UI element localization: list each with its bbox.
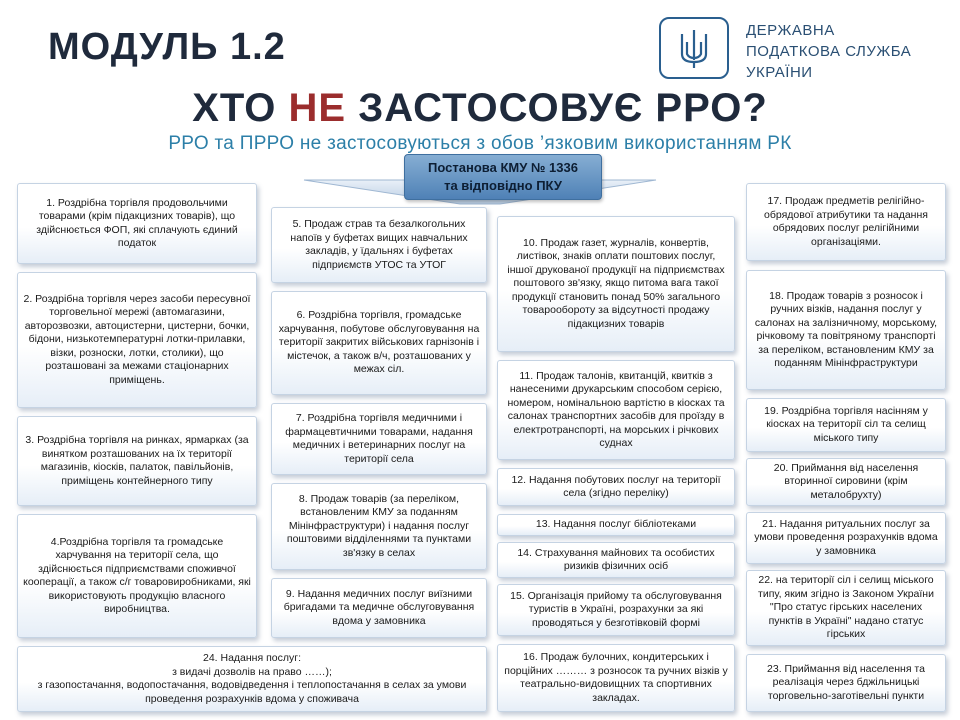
item-17 xyxy=(746,183,946,261)
item-5-text: 5. Продаж страв та безалкогольних напоїв у буфетах вищих навчальних закладів, у їдальнях і буфетах підприємств УТОС та УТОГ xyxy=(290,218,468,271)
item-19-text: 19. Роздрібна торгівля насінням у кіосках на території сіл та селищ міського типу xyxy=(764,404,928,444)
item-7 xyxy=(271,403,487,475)
module-title: МОДУЛЬ 1.2 xyxy=(48,26,286,68)
item-1 xyxy=(17,183,257,264)
subtitle: РРО та ПРРО не застосовуються з обов ’язковим використанням РК xyxy=(168,133,792,154)
item-6-text: 6. Роздрібна торгівля, громадське харчування, побутове обслуговування на території закритих військових гарнізонів і містечок, а також в/ч, розташованих у межах сіл. xyxy=(278,309,480,376)
item-4-text: 4.Роздрібна торгівля та громадське харчування на території села, що здійснюється підприємствами споживчої кооперації, а також с/г товаровиробниками, які використовують продукцію власного виробництва. xyxy=(23,535,251,615)
item-24-line2: з видачі дозволів на право ……); xyxy=(172,665,332,678)
item-12 xyxy=(497,468,735,506)
agency-logo xyxy=(659,17,729,79)
item-24-line3: з газопостачання, водопостачання, водовідведення і теплопостачання в селах за умови проведення розрахунків вдома у споживача xyxy=(37,679,467,705)
item-24-line1: 24. Надання послуг: xyxy=(202,652,301,664)
agency-name-line2: ПОДАТКОВА СЛУЖБА xyxy=(746,43,912,60)
item-22-text: 22. на території сіл і селищ міського типу, яким згідно із Законом України "Про статус гірських населених пунктів в Україні" надано статус гірських xyxy=(758,574,934,641)
item-7-text: 7. Роздрібна торгівля медичними і фармацевтичними товарами, надання медичних і ветеринарних послуг на території села xyxy=(285,412,473,465)
item-16-text: 16. Продаж булочних, кондитерських і порційних ……… з розносок та ручних візків у театрально-видовищних та спортивних закладах. xyxy=(504,651,728,704)
item-9-text: 9. Надання медичних послуг виїзними бригадами та медичне обслуговування вдома у замовника xyxy=(283,587,475,627)
item-11 xyxy=(497,360,735,460)
item-13-text: 13. Надання послуг бібліотеками xyxy=(535,518,697,531)
item-21 xyxy=(746,512,946,564)
item-12-text: 12. Надання побутових послуг на території села (згідно переліку) xyxy=(511,473,721,499)
item-18-text: 18. Продаж товарів з розносок і ручних візків, надання послуг у салонах на залізничному, морському, річковому та повітряному транспорті за переліком, встановленим КМУ за поданням Мінінфраструктури xyxy=(754,289,938,369)
decree-label xyxy=(404,154,602,200)
item-1-text: 1. Роздрібна торгівля продовольчими товарами (крім підакцизних товарів), що здійснюється ФОП, які сплачують єдиний податок xyxy=(36,196,238,249)
item-23 xyxy=(746,654,946,712)
item-11-text: 11. Продаж талонів, квитанцій, квитків з нанесеними друкарським способом серією, номером, номінальною вартістю в кіосках та салонах транспортних засобів для проїзду в електротранспорті, на морських і річкових суднах xyxy=(507,369,725,449)
item-3 xyxy=(17,416,257,506)
main-heading xyxy=(0,86,960,131)
item-5 xyxy=(271,207,487,283)
item-20 xyxy=(746,458,946,506)
item-18 xyxy=(746,270,946,390)
heading-part1: ХТО xyxy=(192,86,289,130)
item-10-text: 10. Продаж газет, журналів, конвертів, листівок, знаків оплати поштових послуг, іншої друкованої продукції на підприємствах поштового зв'язку, якщо питома вага такої продукції становить понад 50% загального товарообороту за відсутності продажу підакцизних товарів xyxy=(507,236,725,330)
item-14-text: 14. Страхування майнових та особистих ризиків фізичних осіб xyxy=(517,546,715,572)
agency-name-line3: УКРАЇНИ xyxy=(746,64,813,81)
item-20-text: 20. Приймання від населення вторинної сировини (крім металобрухту) xyxy=(773,461,919,501)
item-21-text: 21. Надання ритуальних послуг за умови проведення розрахунків вдома у замовника xyxy=(754,517,938,557)
item-2-text: 2. Роздрібна торгівля через засоби пересувної торговельної мережі (автомагазини, авторозвозки, автоцистерни, цистерни, бочки, бідони, низькотемпературні лотки-прилавки, візки, рознoски, лотки, столики), що розташовані за межами стаціонарних приміщень. xyxy=(23,292,251,386)
item-3-text: 3. Роздрібна торгівля на ринках, ярмарках (за винятком розташованих на їх території магазинів, кіосків, палаток, павільйонів, приміщень контейнерного типу xyxy=(25,434,249,487)
item-16 xyxy=(497,644,735,712)
heading-part2: ЗАСТОСОВУЄ РРО? xyxy=(346,86,768,130)
item-15 xyxy=(497,584,735,636)
agency-name-line1: ДЕРЖАВНА xyxy=(746,22,835,39)
item-22 xyxy=(746,570,946,646)
item-9 xyxy=(271,578,487,638)
decree-line1: Постанова КМУ № 1336 xyxy=(428,160,578,175)
item-8 xyxy=(271,483,487,570)
trident-icon xyxy=(677,26,711,70)
item-17-text: 17. Продаж предметів релігійно-обрядової атрибутики та надання обрядових послуг релігійними організаціями. xyxy=(764,195,928,248)
item-14 xyxy=(497,542,735,578)
heading-accent: НЕ xyxy=(288,86,347,130)
item-23-text: 23. Приймання від населення та реалізація через бджільницькі торговельно-заготівельні пункти xyxy=(767,662,925,702)
decree-line2: та відповідно ПКУ xyxy=(444,178,562,193)
agency-name xyxy=(746,20,911,83)
item-19 xyxy=(746,398,946,452)
item-8-text: 8. Продаж товарів (за переліком, встановленим КМУ за поданням Мінінфраструктури) і надання послуг поштовими відділеннями та пунктами зв'язку в селах xyxy=(286,492,472,559)
item-2 xyxy=(17,272,257,408)
item-15-text: 15. Організація прийому та обслуговування туристів в Україні, розрахунки за які проводяться у безготівковій формі xyxy=(510,589,722,629)
item-13 xyxy=(497,514,735,536)
item-10 xyxy=(497,216,735,352)
item-4 xyxy=(17,514,257,638)
item-24 xyxy=(17,646,487,712)
item-6 xyxy=(271,291,487,395)
